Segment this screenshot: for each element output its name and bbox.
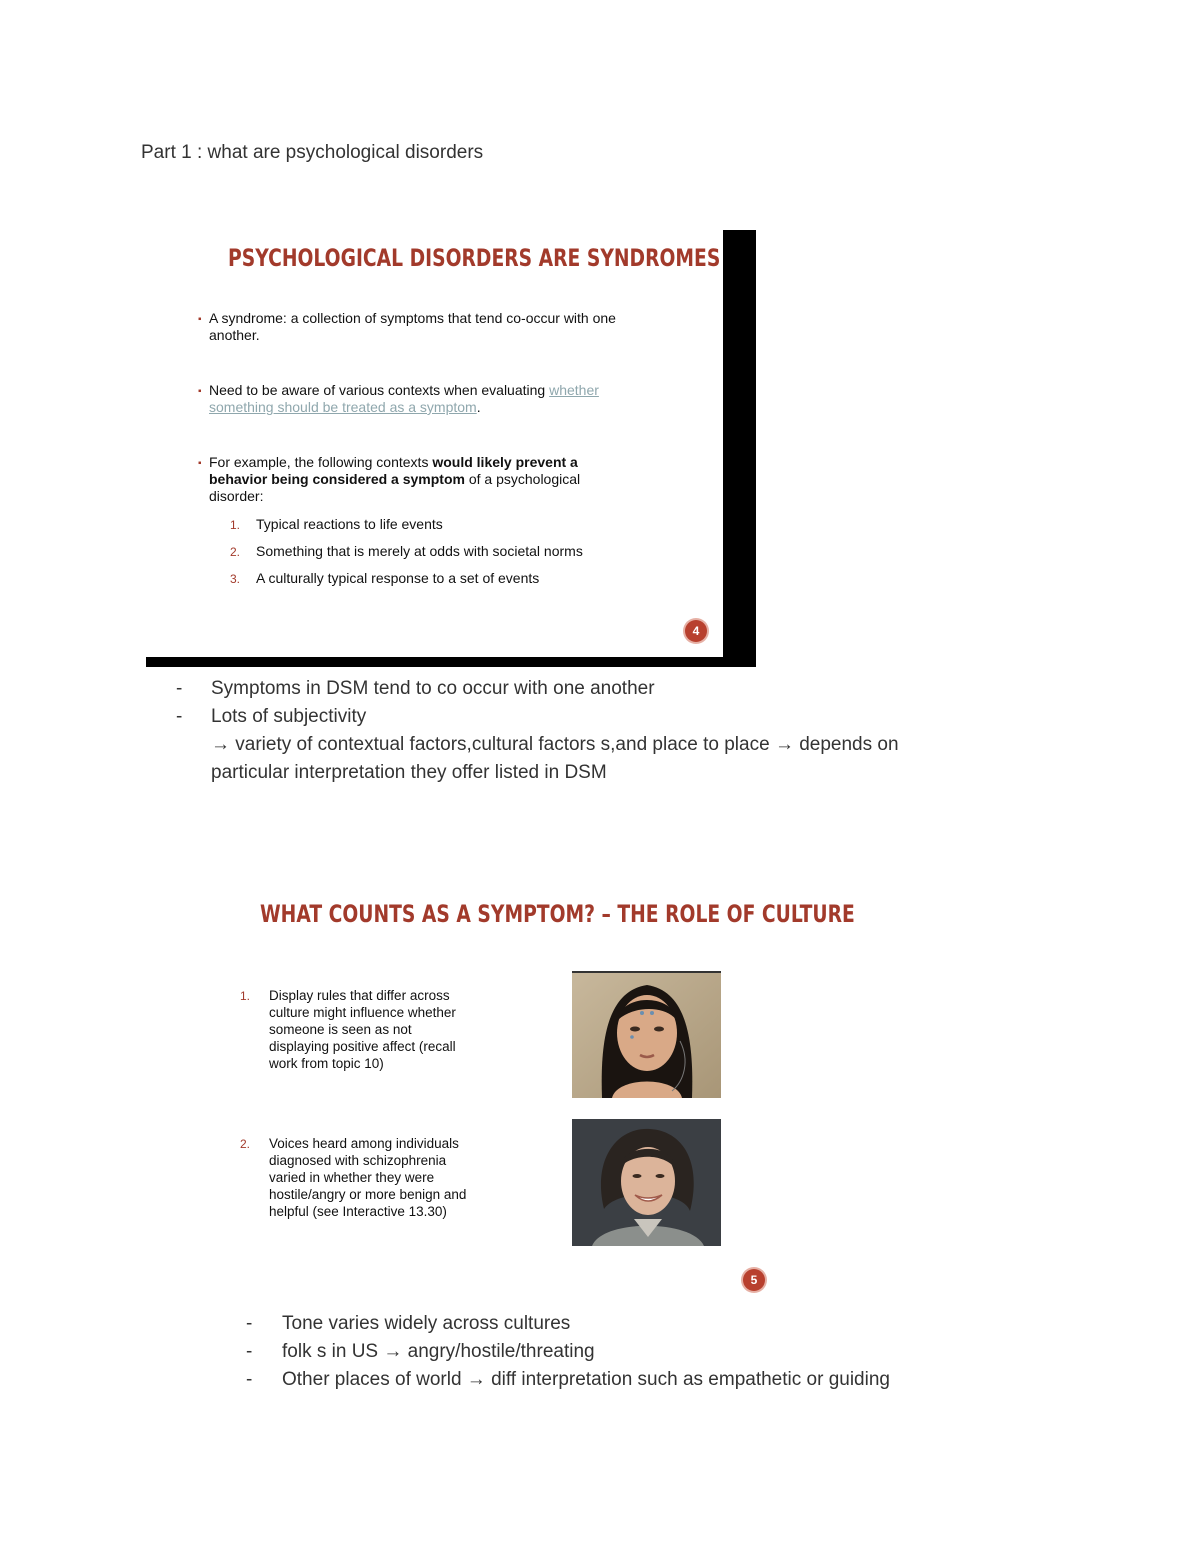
list-item	[230, 570, 539, 587]
list-item	[246, 1310, 1046, 1338]
culture-item-1	[240, 987, 540, 1072]
note-continuation	[176, 731, 1056, 759]
notes-section-1	[176, 675, 1056, 787]
list-text: A culturally typical response to a set of events	[256, 570, 540, 586]
note-text: Lots of subjectivity	[211, 706, 367, 727]
bullet-text: For example, the following contexts	[209, 454, 433, 470]
note-text: Tone varies widely across cultures	[282, 1313, 571, 1334]
list-item	[230, 543, 583, 560]
list-text: Something that is merely at odds with societal norms	[256, 543, 583, 559]
list-item	[176, 675, 1056, 703]
slide-title-culture: WHAT COUNTS AS A SYMPTOM? – THE ROLE OF CULTURE	[260, 900, 855, 928]
bullet-bold-text: would likely prevent a behavior being considered a symptom	[209, 454, 578, 487]
dash-marker: -	[176, 706, 183, 727]
symptom-link[interactable]: whether something should be treated as a symptom	[209, 382, 599, 415]
list-number: 2.	[230, 545, 241, 559]
list-number: 1.	[240, 989, 251, 1003]
list-item	[230, 516, 443, 533]
list-number: 1.	[230, 518, 241, 532]
bullet-1	[198, 310, 648, 344]
item-line: displaying positive affect (recall	[269, 1039, 456, 1054]
bullet-text: A syndrome: a collection of symptoms that tend co-occur with one another.	[209, 310, 616, 343]
item-line: Voices heard among individuals	[269, 1136, 459, 1151]
note-text: Symptoms in DSM tend to co occur with one another	[211, 678, 655, 699]
slide-syndromes	[146, 230, 756, 667]
item-line: work from topic 10)	[269, 1056, 384, 1071]
page-heading: Part 1 : what are psychological disorders	[141, 142, 484, 163]
item-line: helpful (see Interactive 13.30)	[269, 1204, 447, 1219]
dash-marker: -	[246, 1313, 253, 1334]
slide-shadow-bottom	[146, 657, 756, 667]
slide-number-badge: 4	[685, 620, 707, 642]
dash-marker: -	[246, 1341, 253, 1362]
bullet-text-end: .	[476, 399, 481, 415]
item-line: someone is seen as not	[269, 1022, 412, 1037]
list-number: 3.	[230, 572, 241, 586]
list-item	[246, 1338, 1046, 1366]
photo-woman-sensors	[572, 971, 721, 1098]
list-number: 2.	[240, 1137, 251, 1151]
slide-number-badge: 5	[743, 1269, 765, 1291]
note-text: folk s in US → angry/hostile/threating	[282, 1341, 595, 1362]
item-line: Display rules that differ across	[269, 988, 450, 1003]
bullet-marker: ▪	[198, 314, 202, 325]
note-text: particular interpretation they offer listed in DSM	[211, 762, 607, 783]
dash-marker: -	[246, 1369, 253, 1390]
note-continuation	[176, 759, 1056, 787]
note-text: Other places of world → diff interpretation such as empathetic or guiding	[282, 1369, 890, 1390]
bullet-2	[198, 382, 648, 416]
note-text: → variety of contextual factors,cultural factors s,and place to place → depends on	[211, 734, 899, 755]
notes-section-2	[246, 1310, 1046, 1394]
photo-woman-sensors-image	[572, 971, 721, 1098]
bullet-text-end: of a psychological disorder:	[209, 471, 581, 504]
list-text: Typical reactions to life events	[256, 516, 443, 532]
bullet-text: Need to be aware of various contexts when evaluating	[209, 382, 550, 398]
bullet-marker: ▪	[198, 458, 202, 469]
list-item	[246, 1366, 1046, 1394]
dash-marker: -	[176, 678, 183, 699]
slide-title: PSYCHOLOGICAL DISORDERS ARE SYNDROMES	[228, 244, 721, 272]
photo-woman-smiling-image	[572, 1119, 721, 1246]
list-item	[176, 703, 1056, 731]
bullet-marker: ▪	[198, 386, 202, 397]
culture-item-2	[240, 1135, 540, 1220]
slide-shadow-right	[723, 230, 756, 667]
photo-woman-smiling	[572, 1119, 721, 1246]
slide-background	[146, 230, 723, 657]
item-line: diagnosed with schizophrenia	[269, 1153, 447, 1168]
item-line: culture might influence whether	[269, 1005, 456, 1020]
item-line: varied in whether they were	[269, 1170, 435, 1185]
item-line: hostile/angry or more benign and	[269, 1187, 467, 1202]
bullet-3	[198, 454, 608, 505]
